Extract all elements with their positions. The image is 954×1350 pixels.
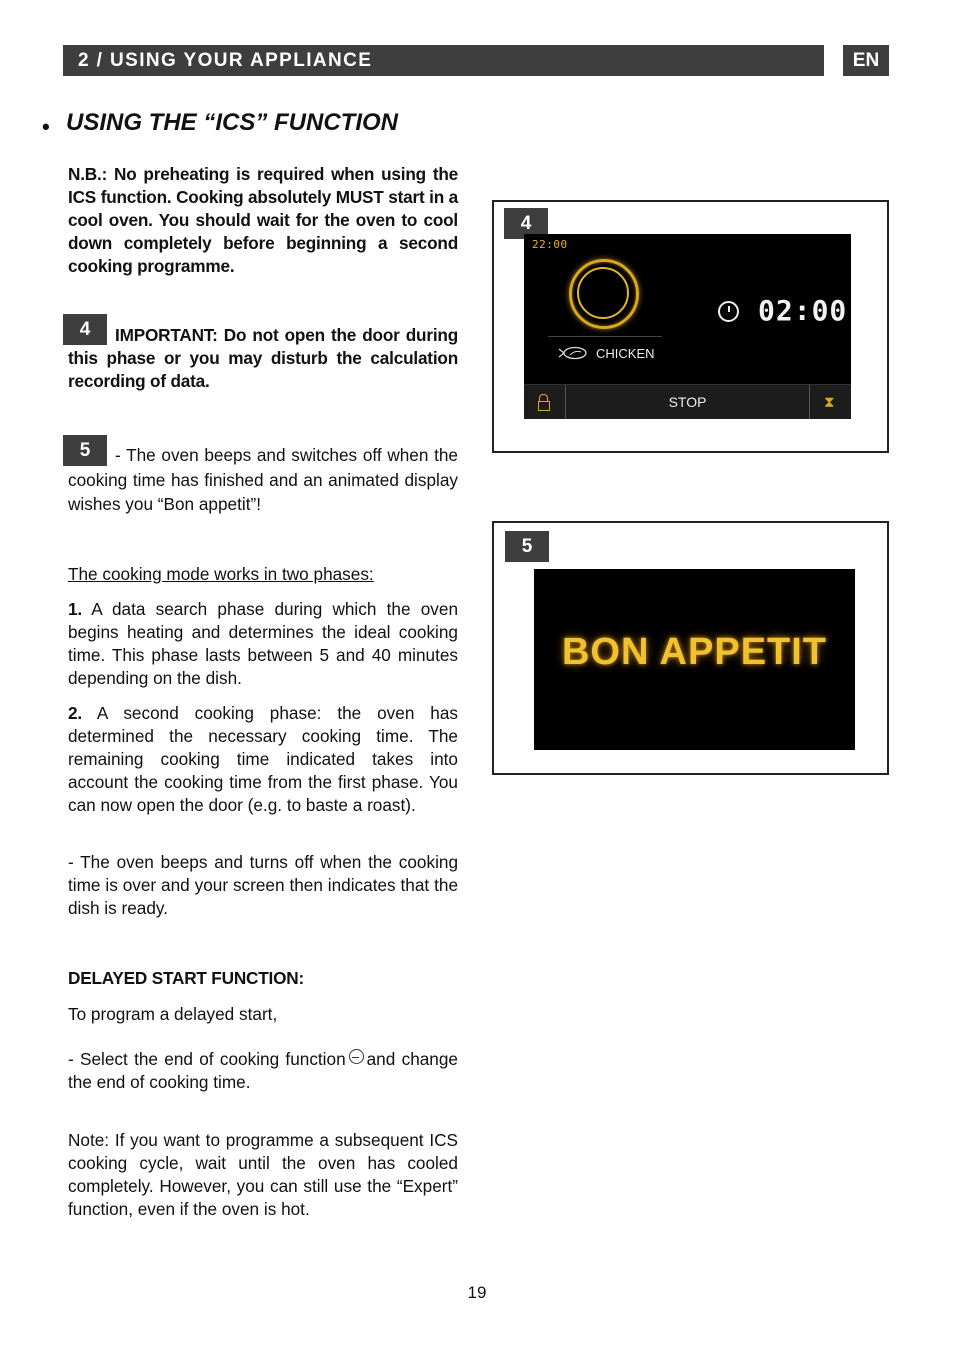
page-title: USING THE “ICS” FUNCTION [66,109,399,136]
chicken-icon [558,346,588,360]
display-separator [548,336,662,337]
cooking-duration: 02:00 [758,294,848,327]
phase2-paragraph [68,702,458,817]
bon-appetit-text: BON APPETIT [561,631,828,673]
display-bottom-bar [524,384,851,419]
nb-paragraph: N.B.: No preheating is required when using the ICS function. Cooking absolutely MUST start in a cool oven. You should wait for the oven to cool down completely before beginning a second cooking programme. [68,164,458,276]
step5-badge: 5 [63,435,107,466]
phases-heading: The cooking mode works in two phases: [68,564,374,584]
oven-display-screen [524,234,851,419]
ring-indicator-icon [569,259,639,329]
figure-5-badge: 5 [505,531,549,562]
step4-paragraph [68,324,458,393]
title-bullet: • [42,114,50,139]
delayed-intro: To program a delayed start, [68,1004,278,1024]
phase2-text: A second cooking phase: the oven has determined the necessary cooking time. The remaining cooking time indicated takes into account the cooking time from the first phase. You can now open the door (e.g. to baste a roast). [68,703,459,815]
page-number: 19 [467,1283,487,1302]
timer-icon[interactable] [718,301,739,322]
phase2-number: 2. [68,703,82,723]
delayed-instruction-b: and change the end of cooking time. [68,1049,458,1092]
section-header-title: 2 / USING YOUR APPLIANCE [78,50,373,71]
step4-text: IMPORTANT: Do not open the door during this phase or you may disturb the calculation recording of data. [68,325,458,391]
stop-button[interactable]: STOP [668,394,707,410]
current-clock-time: 22:00 [532,238,568,251]
phase1-text: A data search phase during which the oven begins heating and determines the ideal cooking time. This phase lasts between 5 and 40 minutes depending on the dish. [68,599,459,688]
lock-icon[interactable] [524,385,566,419]
hourglass-icon[interactable]: ⧗ [809,385,851,419]
phase1-paragraph [68,598,458,690]
delayed-instruction [68,1048,458,1094]
dish-label: CHICKEN [596,346,655,361]
delayed-heading: DELAYED START FUNCTION: [68,968,305,988]
delayed-note: Note: If you want to programme a subsequent ICS cooking cycle, wait until the oven has cooled completely. However, you can still use the “Expert” function, even if the oven is hot. [68,1130,458,1219]
figure-5-frame [492,521,889,775]
section-header-bar [63,45,824,76]
end-of-cooking-clock-icon [349,1049,364,1064]
step4-badge: 4 [63,314,107,345]
language-badge: EN [843,45,889,76]
delayed-instruction-a: - Select the end of cooking function [68,1049,346,1069]
phase1-number: 1. [68,599,82,619]
phase3-paragraph: - The oven beeps and turns off when the cooking time is over and your screen then indicates that the dish is ready. [68,852,458,918]
figure-4-badge: 4 [504,208,548,239]
figure-4-frame [492,200,889,453]
step5-text: - The oven beeps and switches off when the cooking time has finished and an animated display wishes you “Bon appetit”! [68,445,458,514]
bon-appetit-screen [534,569,855,750]
step5-paragraph [68,443,458,517]
